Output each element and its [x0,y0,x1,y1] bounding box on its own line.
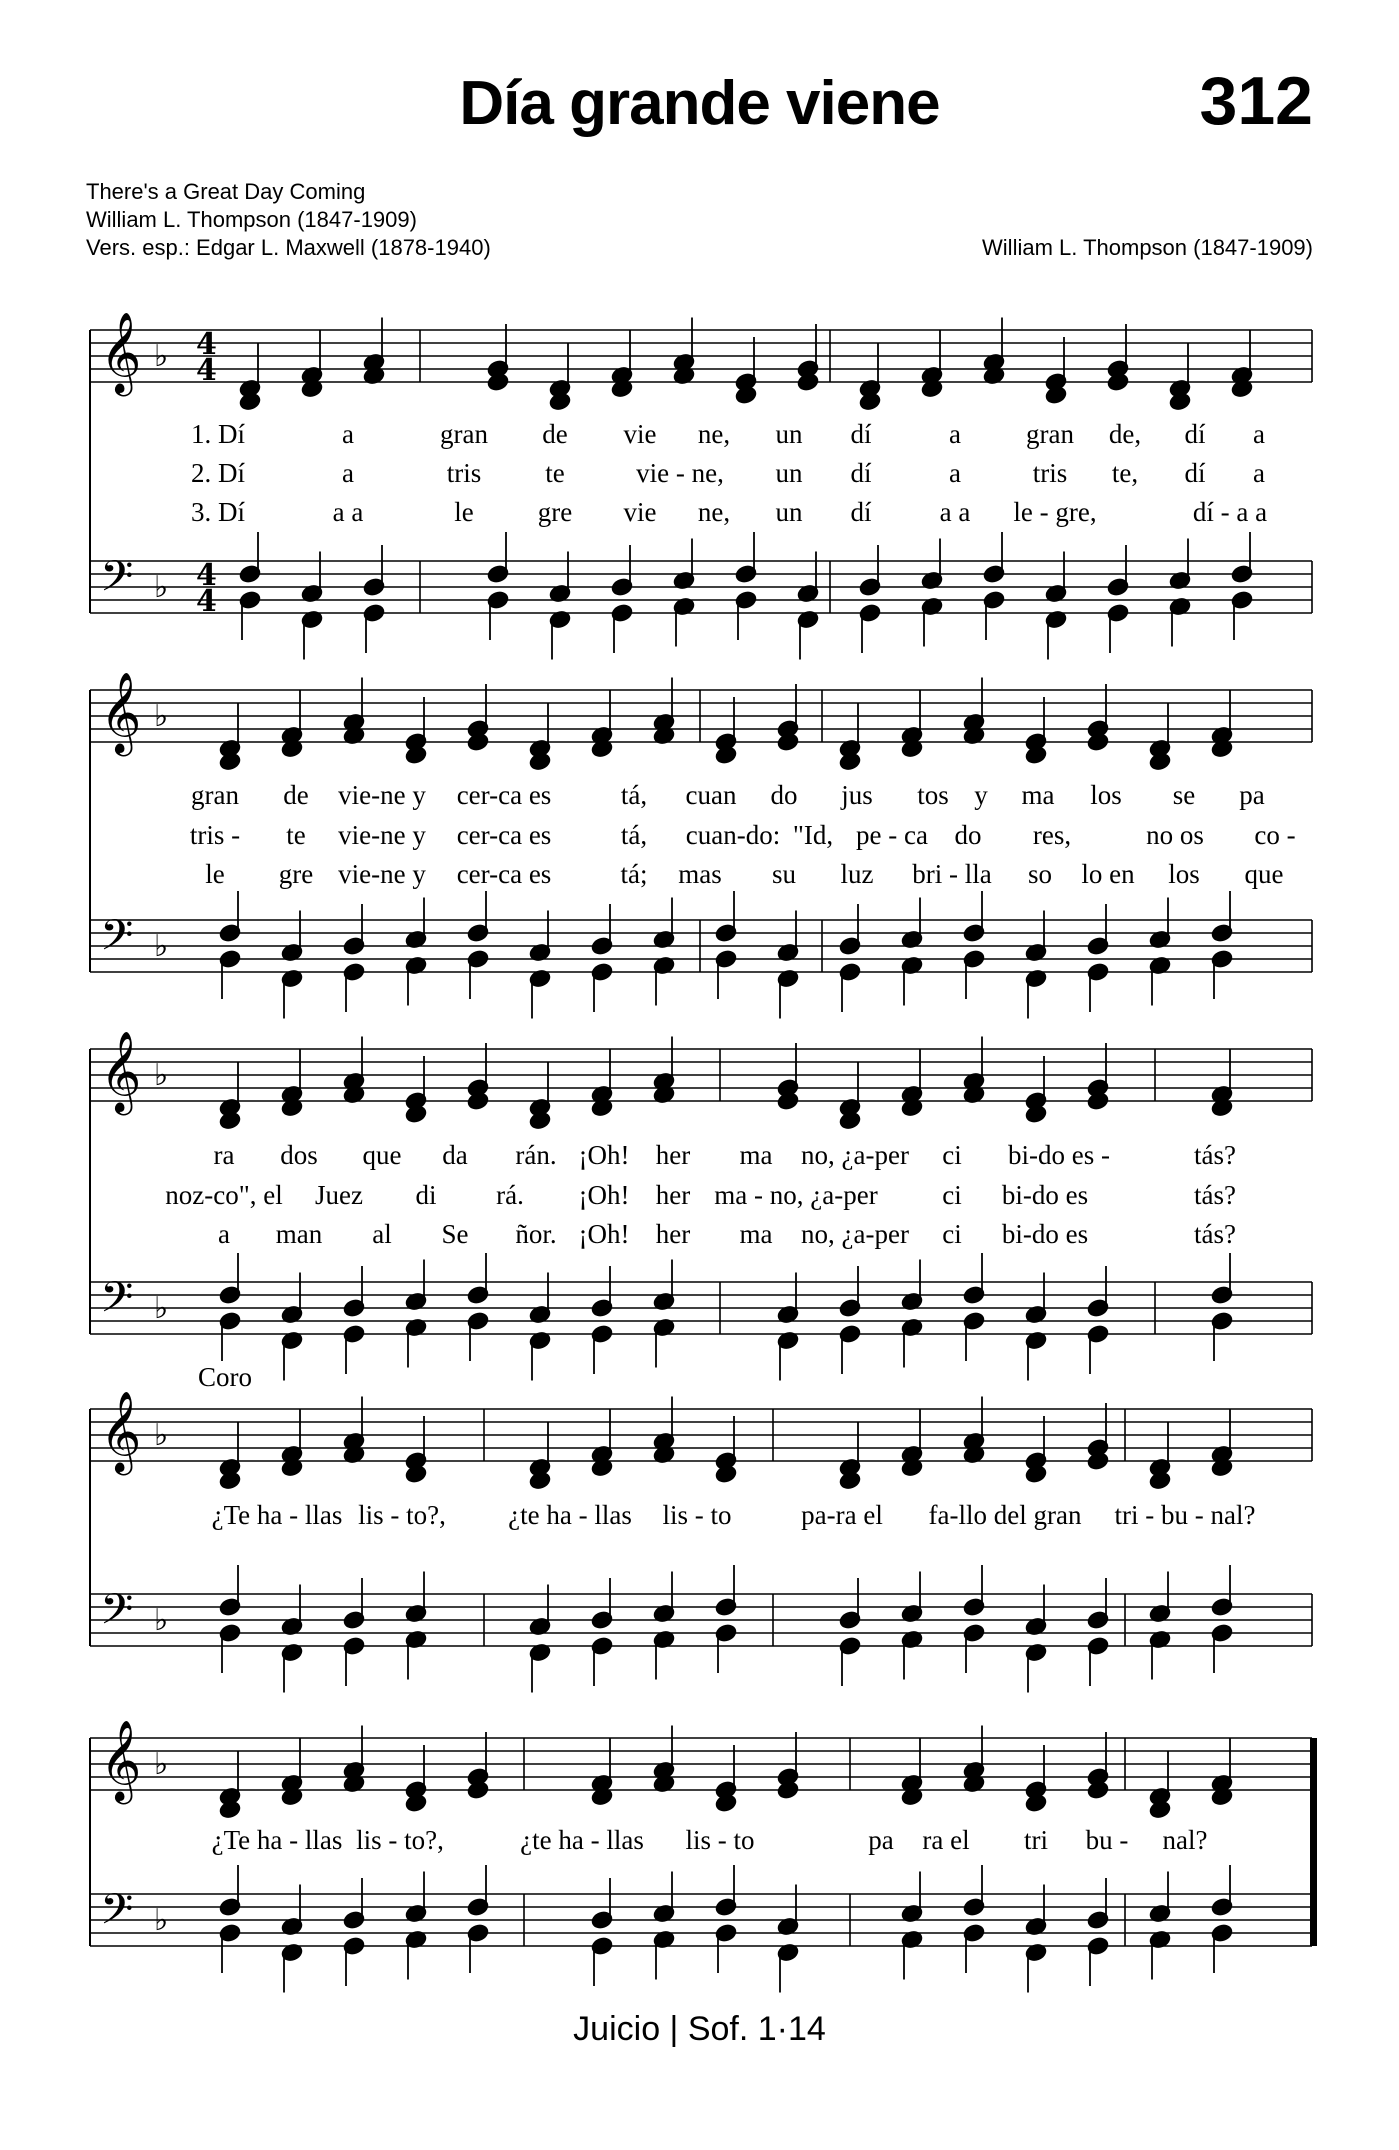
flat-icon: ♭ [154,1058,169,1093]
lyric-syllable: ci [942,1140,962,1170]
lyric-syllable: le [205,859,225,889]
lyric-syllable: 3. Dí [191,497,245,527]
lyric-syllable: no, ¿a-per [801,1219,909,1249]
lyric-syllable: un [775,458,803,488]
lyric-syllable: a a [332,497,364,527]
translator-credit: Vers. esp.: Edgar L. Maxwell (1878-1940) [86,235,491,260]
lyric-syllable: pa-ra el [801,1500,883,1530]
lyricist-credit: William L. Thompson (1847-1909) [86,207,417,232]
lyric-syllable: vie - ne, [636,458,724,488]
flat-icon: ♭ [154,699,169,734]
lyric-syllable: un [775,497,803,527]
lyric-syllable: dí [850,458,872,488]
lyric-syllable: ñor. [515,1219,557,1249]
lyric-syllable: ¿Te ha - llas [211,1825,343,1855]
lyric-syllable: tos [917,780,949,810]
lyric-syllable: lis - to [662,1500,732,1530]
lyric-syllable: le [454,497,474,527]
lyric-syllable: so [1027,859,1053,889]
lyric-syllable: ra el [922,1825,970,1855]
time-signature: 4 [196,327,217,362]
lyric-syllable: tás? [1194,1180,1236,1210]
lyric-syllable: ¿te ha - llas [508,1500,632,1530]
lyric-syllable: res, [1032,820,1072,850]
lyric-syllable: que [1244,859,1284,889]
lyric-syllable: vie-ne y [338,780,426,810]
lyric-syllable: su [771,859,797,889]
lyric-syllable: tás? [1194,1140,1236,1170]
lyric-syllable: cer-ca es [456,780,552,810]
lyric-syllable: dí [850,419,872,449]
lyric-syllable: cer-ca es [456,820,552,850]
flat-icon: ♭ [154,1291,169,1326]
lyric-syllable: gran [191,780,239,810]
time-signature: 4 [196,353,217,388]
flat-icon: ♭ [154,1418,169,1453]
lyric-syllable: tás? [1194,1219,1236,1249]
flat-icon: ♭ [154,339,169,374]
lyric-syllable: ma [739,1219,773,1249]
lyric-syllable: tá, [620,780,648,810]
lyric-syllable: lis - to [685,1825,755,1855]
lyric-syllable: de, [1108,419,1142,449]
lyric-syllable: ma [1021,780,1055,810]
lyric-syllable: gre [278,859,314,889]
lyric-syllable: gre [537,497,573,527]
treble-clef-icon: 𝄞 [100,1030,142,1112]
lyric-syllable: te [286,820,306,850]
lyric-syllable: a [949,458,961,488]
lyric-syllable: a [1253,419,1265,449]
lyric-syllable: dos [280,1140,318,1170]
flat-icon: ♭ [154,929,169,964]
flat-icon: ♭ [154,1747,169,1782]
lyric-syllable: lo en [1081,859,1135,889]
lyric-syllable: bri - lla [912,859,992,889]
lyric-syllable: tri [1024,1825,1048,1855]
lyric-syllable: que [362,1140,402,1170]
lyric-syllable: ¡Oh! [578,1180,630,1210]
lyric-syllable: los [1168,859,1200,889]
lyric-syllable: a [1253,458,1265,488]
lyric-syllable: tá, [620,820,648,850]
lyric-syllable: cuan [685,780,737,810]
lyric-syllable: mas [678,859,722,889]
lyric-syllable: vie-ne y [338,820,426,850]
lyric-syllable: bi-do es [1001,1219,1089,1249]
lyric-syllable: noz-co", el [165,1180,283,1210]
lyric-syllable: rá. [496,1180,524,1210]
lyric-syllable: "Id, [792,820,834,850]
lyric-syllable: fa-llo del gran [928,1500,1082,1530]
lyric-syllable: le - gre, [1013,497,1097,527]
treble-clef-icon: 𝄞 [100,311,142,393]
lyric-syllable: a [949,419,961,449]
lyric-syllable: vie [623,497,657,527]
lyric-syllable: ci [942,1219,962,1249]
lyric-syllable: a [218,1219,230,1249]
lyric-syllable: ma - no, ¿a-per [714,1180,878,1210]
lyric-syllable: tri - bu - nal? [1114,1500,1256,1530]
lyric-syllable: se [1172,780,1196,810]
lyric-syllable: tris - [189,820,241,850]
lyric-syllable: nal? [1162,1825,1208,1855]
lyric-syllable: ¡Oh! [578,1219,630,1249]
lyric-syllable: te [545,458,565,488]
coro-label: Coro [198,1362,252,1392]
lyric-syllable: pa [868,1825,894,1855]
lyric-syllable: no os [1146,820,1204,850]
lyric-syllable: bi-do es [1001,1180,1089,1210]
lyric-syllable: gran [440,419,488,449]
english-title: There's a Great Day Coming [86,179,366,204]
treble-clef-icon: 𝄞 [100,671,142,753]
final-barline [1310,1738,1317,1946]
lyric-syllable: ¿Te ha - llas [211,1500,343,1530]
lyric-syllable: rán. [515,1140,557,1170]
lyric-syllable: gran [1026,419,1074,449]
lyric-syllable: her [655,1140,691,1170]
lyric-syllable: a a [939,497,971,527]
lyric-syllable: man [275,1219,323,1249]
lyric-syllable: do [954,820,982,850]
lyric-syllable: pe - ca [856,820,928,850]
lyric-syllable: pa [1239,780,1265,810]
lyric-syllable: tá; [620,859,648,889]
lyric-syllable: do [770,780,798,810]
lyric-syllable: te, [1111,458,1139,488]
lyric-syllable: de [542,419,568,449]
lyric-syllable: her [655,1180,691,1210]
hymn-number: 312 [1199,63,1313,139]
lyric-syllable: ne, [697,497,731,527]
time-signature: 4 [196,558,217,593]
bass-clef-icon: 𝄢 [100,552,134,612]
lyric-syllable: vie [623,419,657,449]
lyric-syllable: al [372,1219,392,1249]
lyric-syllable: dí [1184,458,1206,488]
lyric-syllable: ne, [697,419,731,449]
bass-clef-icon: 𝄢 [100,1273,134,1333]
lyric-syllable: a [342,458,354,488]
lyric-syllable: luz [840,859,874,889]
lyric-syllable: co - [1254,820,1296,850]
lyric-syllable: ¿te ha - llas [520,1825,644,1855]
lyric-syllable: lis - to?, [358,1500,446,1530]
lyric-syllable: dí - a a [1192,497,1268,527]
lyric-syllable: ra [213,1140,235,1170]
lyric-syllable: no, ¿a-per [801,1140,909,1170]
lyric-syllable: a [342,419,354,449]
bass-clef-icon: 𝄢 [100,1885,134,1945]
lyric-syllable: ci [942,1180,962,1210]
lyric-syllable: los [1090,780,1122,810]
hymn-title: Día grande viene [459,69,940,138]
lyric-syllable: cer-ca es [456,859,552,889]
flat-icon: ♭ [154,1903,169,1938]
footer-topic: Juicio | Sof. 1·14 [573,2010,826,2048]
lyric-syllable: ¡Oh! [578,1140,630,1170]
lyric-syllable: ma [739,1140,773,1170]
lyric-syllable: tris [446,458,482,488]
treble-clef-icon: 𝄞 [100,1719,142,1801]
lyric-syllable: tris [1032,458,1068,488]
lyric-syllable: Juez [315,1180,363,1210]
lyric-syllable: dí [850,497,872,527]
lyric-syllable: Se [441,1219,469,1249]
treble-clef-icon: 𝄞 [100,1390,142,1472]
flat-icon: ♭ [154,570,169,605]
flat-icon: ♭ [154,1603,169,1638]
lyric-syllable: bu - [1085,1825,1129,1855]
lyric-syllable: de [283,780,309,810]
lyric-syllable: bi-do es - [1008,1140,1110,1170]
lyric-syllable: jus [841,780,873,810]
bass-clef-icon: 𝄢 [100,911,134,971]
lyric-syllable: y [974,780,988,810]
lyric-syllable: lis - to?, [356,1825,444,1855]
lyric-syllable: cuan-do: [685,820,781,850]
composer-credit: William L. Thompson (1847-1909) [982,235,1313,260]
lyric-syllable: her [655,1219,691,1249]
lyric-syllable: 2. Dí [191,458,245,488]
lyric-syllable: dí [1184,419,1206,449]
lyric-syllable: di [415,1180,437,1210]
lyric-syllable: un [775,419,803,449]
time-signature: 4 [196,584,217,619]
bass-clef-icon: 𝄢 [100,1585,134,1645]
lyric-syllable: da [442,1140,468,1170]
lyric-syllable: vie-ne y [338,859,426,889]
lyric-syllable: 1. Dí [191,419,245,449]
